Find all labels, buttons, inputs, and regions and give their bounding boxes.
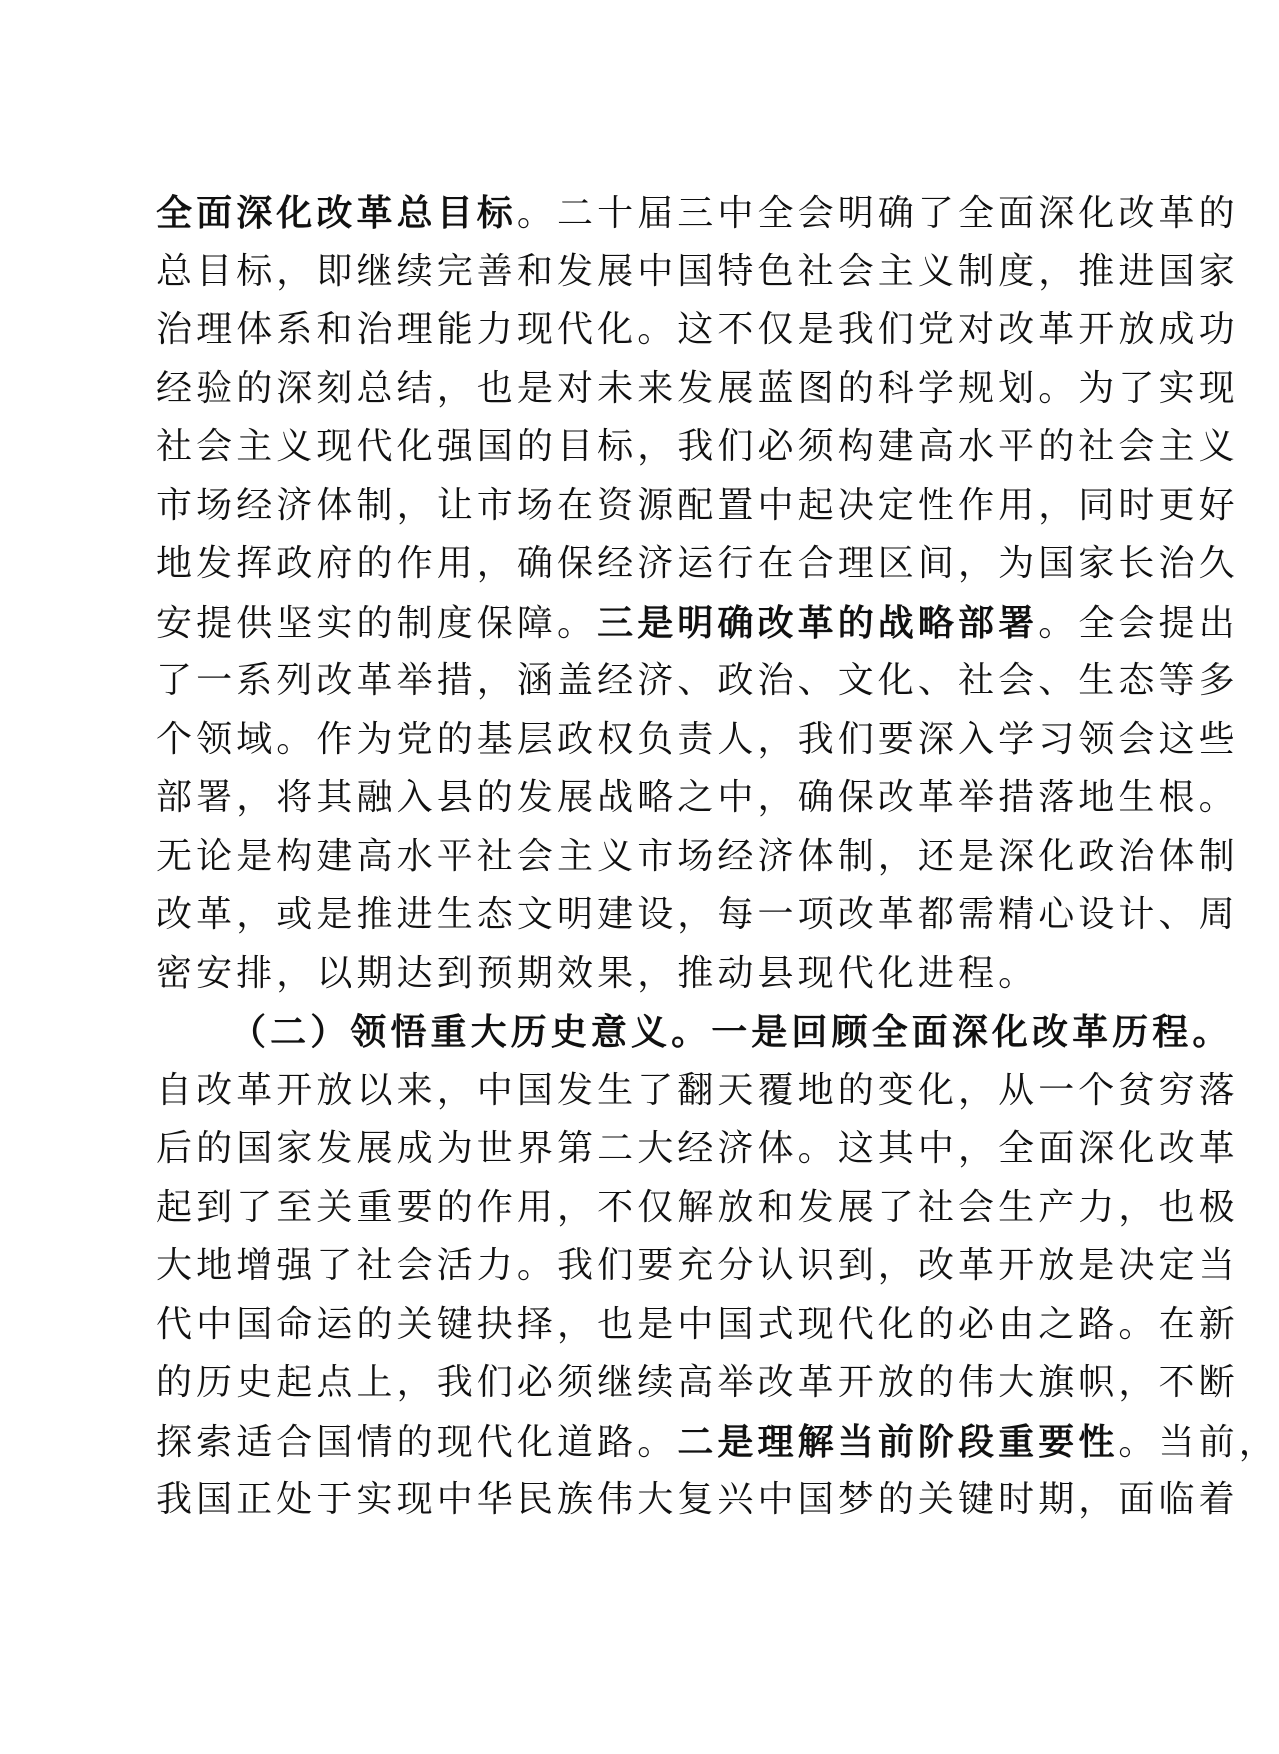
text-line-11 xyxy=(156,769,1239,828)
text-line-3 xyxy=(156,301,1239,360)
text-run: 社会主义现代化强国的目标，我们必须构建高水平的社会主义 xyxy=(156,426,1239,467)
text-line-19 xyxy=(156,1237,1239,1296)
text-line-7 xyxy=(156,535,1239,594)
text-run: 密安排，以期达到预期效果，推动县现代化进程。 xyxy=(156,952,1039,994)
text-line-2 xyxy=(156,243,1239,302)
section-heading-line xyxy=(156,1003,1233,1062)
text-run: 代中国命运的关键抉择，也是中国式现代化的必由之路。在新 xyxy=(156,1303,1239,1345)
section-heading: （二）领悟重大历史意义。一是回顾全面深化改革历程。 xyxy=(230,1011,1233,1053)
text-line-13 xyxy=(156,886,1239,945)
text-line-5 xyxy=(156,418,1239,477)
text-line-20 xyxy=(156,1296,1239,1355)
text-run: 总目标，即继续完善和发展中国特色社会主义制度，推进国家 xyxy=(156,250,1239,292)
text-run: 。当前， xyxy=(1118,1421,1279,1463)
text-run: 地发挥政府的作用，确保经济运行在合理区间，为国家长治久 xyxy=(156,543,1239,584)
text-line-10 xyxy=(156,711,1239,770)
text-run: 安提供坚实的制度保障。 xyxy=(156,602,598,644)
text-line-23 xyxy=(156,1471,1239,1530)
text-run: 。二十届三中全会明确了全面深化改革的 xyxy=(516,193,1239,234)
text-run: 治理体系和治理能力现代化。这不仅是我们党对改革开放成功 xyxy=(156,309,1239,350)
text-line-14 xyxy=(156,945,1086,1004)
text-run: 我国正处于实现中华民族伟大复兴中国梦的关键时期，面临着 xyxy=(156,1479,1239,1520)
text-run: 部署，将其融入县的发展战略之中，确保改革举措落地生根。 xyxy=(156,777,1239,818)
text-run: 经验的深刻总结，也是对未来发展蓝图的科学规划。为了实现 xyxy=(156,367,1239,409)
text-run: 大地增强了社会活力。我们要充分认识到，改革开放是决定当 xyxy=(156,1245,1239,1286)
text-line-9 xyxy=(156,652,1239,711)
text-line-18 xyxy=(156,1179,1239,1238)
text-line-21 xyxy=(156,1354,1239,1413)
bold-phrase: 全面深化改革总目标 xyxy=(156,192,517,234)
text-line-6 xyxy=(156,477,1239,536)
text-line-17 xyxy=(156,1120,1239,1179)
bold-phrase: 三是明确改革的战略部署 xyxy=(597,601,1039,644)
text-run: 起到了至关重要的作用，不仅解放和发展了社会生产力，也极 xyxy=(156,1186,1239,1228)
text-run: 自改革开放以来，中国发生了翻天覆地的变化，从一个贫穷落 xyxy=(156,1069,1239,1111)
text-line-22 xyxy=(156,1413,1279,1472)
text-line-1 xyxy=(156,184,1239,243)
text-line-12 xyxy=(156,828,1239,887)
text-line-4 xyxy=(156,360,1239,419)
text-run: 市场经济体制，让市场在资源配置中起决定性作用，同时更好 xyxy=(156,484,1239,526)
bold-phrase: 二是理解当前阶段重要性 xyxy=(677,1420,1119,1463)
text-run: 无论是构建高水平社会主义市场经济体制，还是深化政治体制 xyxy=(156,835,1239,877)
text-run: 。全会提出 xyxy=(1038,602,1239,644)
text-run: 了一系列改革举措，涵盖经济、政治、文化、社会、生态等多 xyxy=(156,660,1239,701)
text-line-8 xyxy=(156,594,1239,653)
text-run: 改革，或是推进生态文明建设，每一项改革都需精心设计、周 xyxy=(156,894,1239,935)
text-line-16 xyxy=(156,1062,1239,1121)
text-run: 后的国家发展成为世界第二大经济体。这其中，全面深化改革 xyxy=(156,1128,1239,1169)
text-run: 个领域。作为党的基层政权负责人，我们要深入学习领会这些 xyxy=(156,718,1239,760)
body-text xyxy=(156,184,1279,1530)
text-run: 探索适合国情的现代化道路。 xyxy=(156,1421,678,1463)
text-run: 的历史起点上，我们必须继续高举改革开放的伟大旗帜，不断 xyxy=(156,1362,1239,1403)
